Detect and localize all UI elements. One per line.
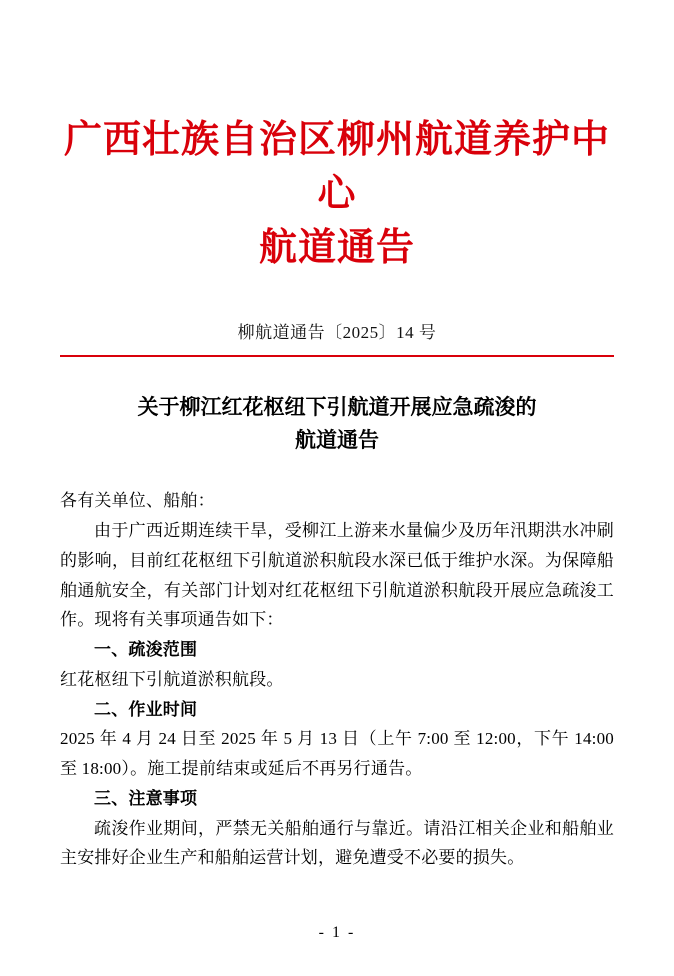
document-body xyxy=(60,486,614,873)
red-divider-rule xyxy=(60,355,614,358)
masthead-line-1: 广西壮族自治区柳州航道养护中心 xyxy=(63,116,610,215)
page-title xyxy=(60,391,614,456)
section-heading-3: 三、注意事项 xyxy=(94,788,198,808)
section-content-1: 红花枢纽下引航道淤积航段。 xyxy=(60,669,284,689)
section-heading-2: 二、作业时间 xyxy=(94,699,198,719)
document-number: 柳航道通告〔2025〕14 号 xyxy=(237,322,437,342)
section-content-2: 2025 年 4 月 24 日至 2025 年 5 月 13 日（上午 7:00 至 12:00，下午 14:00 至 18:00）。施工提前结束或延后不再另行通告。 xyxy=(60,729,614,779)
section-content-3: 疏浚作业期间，严禁无关船舶通行与靠近。请沿江相关企业和船舶业主安排好企业生产和船舶运营计划，避免遭受不必要的损失。 xyxy=(60,818,614,868)
masthead xyxy=(60,112,614,274)
opening-paragraph: 由于广西近期连续干旱，受柳江上游来水量偏少及历年汛期洪水冲刷的影响，目前红花枢纽下引航道淤积航段水深已低于维护水深。为保障船舶通航安全，有关部门计划对红花枢纽下引航道淤积航段开展应急疏浚工作。现将有关事项通告如下： xyxy=(60,521,614,630)
section-heading-1: 一、疏浚范围 xyxy=(94,640,198,660)
page-number: - 1 - xyxy=(318,924,356,941)
salutation: 各有关单位、船舶： xyxy=(60,491,215,511)
document-page xyxy=(0,112,674,976)
masthead-line-2: 航道通告 xyxy=(258,223,415,269)
page-title-line-1: 关于柳江红花枢纽下引航道开展应急疏浚的 xyxy=(137,395,537,420)
page-title-line-2: 航道通告 xyxy=(295,427,379,452)
